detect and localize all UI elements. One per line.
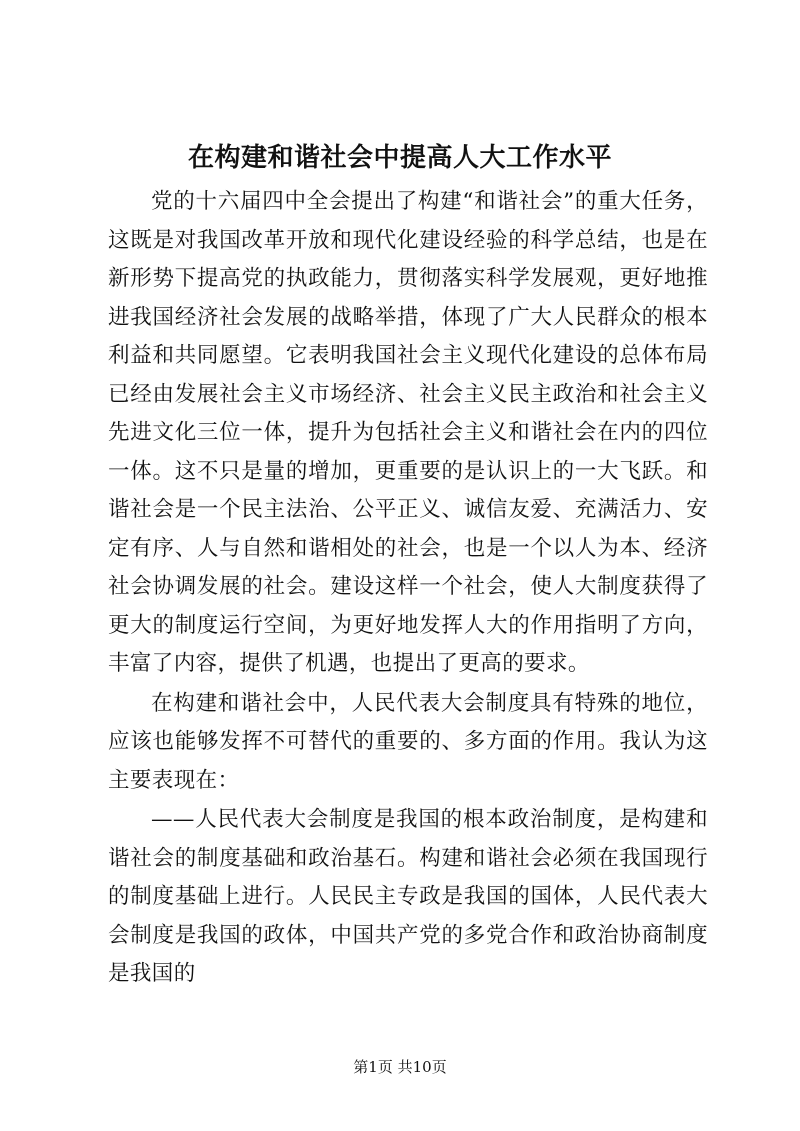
document-title: 在构建和谐社会中提高人大工作水平	[187, 143, 612, 173]
paragraph-2: 在构建和谐社会中，人民代表大会制度具有特殊的地位，应该也能够发挥不可替代的重要的、多方面的作用。我认为这主要表现在：	[108, 690, 708, 793]
document-body	[108, 183, 708, 994]
paragraph-1: 党的十六届四中全会提出了构建“和谐社会”的重大任务，这既是对我国改革开放和现代化建设经验的科学总结，也是在新形势下提高党的执政能力，贯彻落实科学发展观，更好地推进我国经济社会发展的战略举措，体现了广大人民群众的根本利益和共同愿望。它表明我国社会主义现代化建设的总体布局已经由发展社会主义市场经济、社会主义民主政治和社会主义先进文化三位一体，提升为包括社会主义和谐社会在内的四位一体。这不只是量的增加，更重要的是认识上的一大飞跃。和谐社会是一个民主法治、公平正义、诚信友爱、充满活力、安定有序、人与自然和谐相处的社会，也是一个以人为本、经济社会协调发展的社会。建设这样一个社会，使人大制度获得了更大的制度运行空间，为更好地发挥人大的作用指明了方向，丰富了内容，提供了机遇，也提出了更高的要求。	[108, 189, 708, 676]
page-number-footer: 第1页 共10页	[353, 1058, 447, 1076]
paragraph-3: ——人民代表大会制度是我国的根本政治制度，是构建和谐社会的制度基础和政治基石。构建和谐社会必须在我国现行的制度基础上进行。人民民主专政是我国的国体，人民代表大会制度是我国的政体，中国共产党的多党合作和政治协商制度是我国的	[108, 807, 708, 986]
